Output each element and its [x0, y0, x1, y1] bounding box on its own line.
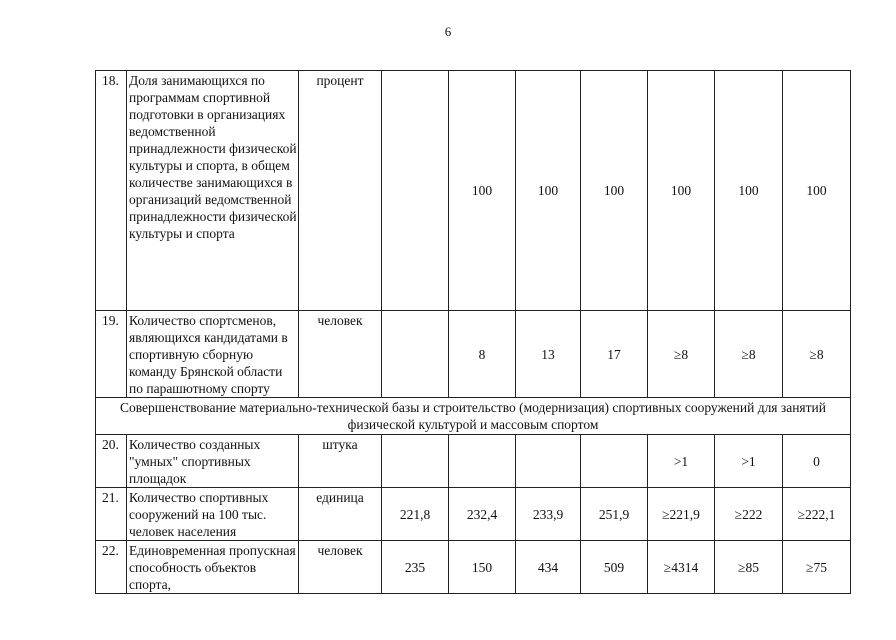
value-cell: 0 [783, 435, 851, 488]
value-cell: ≥4314 [648, 541, 715, 594]
value-cell: 235 [382, 541, 449, 594]
value-cell: 13 [516, 311, 581, 398]
unit-cell: штука [299, 435, 382, 488]
value-cell [382, 71, 449, 311]
value-cell: 150 [449, 541, 516, 594]
value-cell [382, 311, 449, 398]
value-cell: 509 [581, 541, 648, 594]
table-row [96, 435, 851, 488]
table-row [96, 541, 851, 594]
value-cell: ≥221,9 [648, 488, 715, 541]
value-cell: 100 [715, 71, 783, 311]
table-row [96, 488, 851, 541]
unit-cell: процент [299, 71, 382, 311]
value-cell: 100 [648, 71, 715, 311]
value-cell: 434 [516, 541, 581, 594]
value-cell: 232,4 [449, 488, 516, 541]
unit-cell: единица [299, 488, 382, 541]
value-cell [382, 435, 449, 488]
value-cell: 221,8 [382, 488, 449, 541]
indicators-table [95, 70, 851, 594]
value-cell: ≥8 [715, 311, 783, 398]
section-heading: Совершенствование материально-технической базы и строительство (модернизация) спортивных сооружений для занятий физической культурой и массовым спортом [96, 398, 851, 435]
value-cell: >1 [715, 435, 783, 488]
value-cell: ≥8 [783, 311, 851, 398]
value-cell: 100 [581, 71, 648, 311]
value-cell: ≥222 [715, 488, 783, 541]
value-cell [581, 435, 648, 488]
table-row [96, 71, 851, 311]
value-cell [516, 435, 581, 488]
indicator-name: Количество созданных "умных" спортивных площадок [127, 435, 299, 488]
unit-cell: человек [299, 541, 382, 594]
row-number: 18. [96, 71, 127, 311]
row-number: 19. [96, 311, 127, 398]
value-cell: 233,9 [516, 488, 581, 541]
indicator-name: Количество спортивных сооружений на 100 тыс. человек населения [127, 488, 299, 541]
value-cell: 100 [783, 71, 851, 311]
value-cell: 17 [581, 311, 648, 398]
indicator-name: Доля занимающихся по программам спортивной подготовки в организациях ведомственной принадлежности физической культуры и спорта, в общем количестве занимающихся в организаций ведомственной принадлежности физической культуры и спорта [127, 71, 299, 311]
row-number: 20. [96, 435, 127, 488]
value-cell: 251,9 [581, 488, 648, 541]
value-cell: ≥85 [715, 541, 783, 594]
page-number: 6 [444, 24, 452, 39]
unit-cell: человек [299, 311, 382, 398]
value-cell [449, 435, 516, 488]
row-number: 22. [96, 541, 127, 594]
value-cell: 8 [449, 311, 516, 398]
indicator-name: Единовременная пропускная способность объектов спорта, [127, 541, 299, 594]
row-number: 21. [96, 488, 127, 541]
value-cell: ≥8 [648, 311, 715, 398]
value-cell: ≥222,1 [783, 488, 851, 541]
indicator-name: Количество спортсменов, являющихся кандидатами в спортивную сборную команду Брянской области по парашютному спорту [127, 311, 299, 398]
table-row [96, 311, 851, 398]
section-row [96, 398, 851, 435]
value-cell: >1 [648, 435, 715, 488]
value-cell: ≥75 [783, 541, 851, 594]
value-cell: 100 [449, 71, 516, 311]
value-cell: 100 [516, 71, 581, 311]
